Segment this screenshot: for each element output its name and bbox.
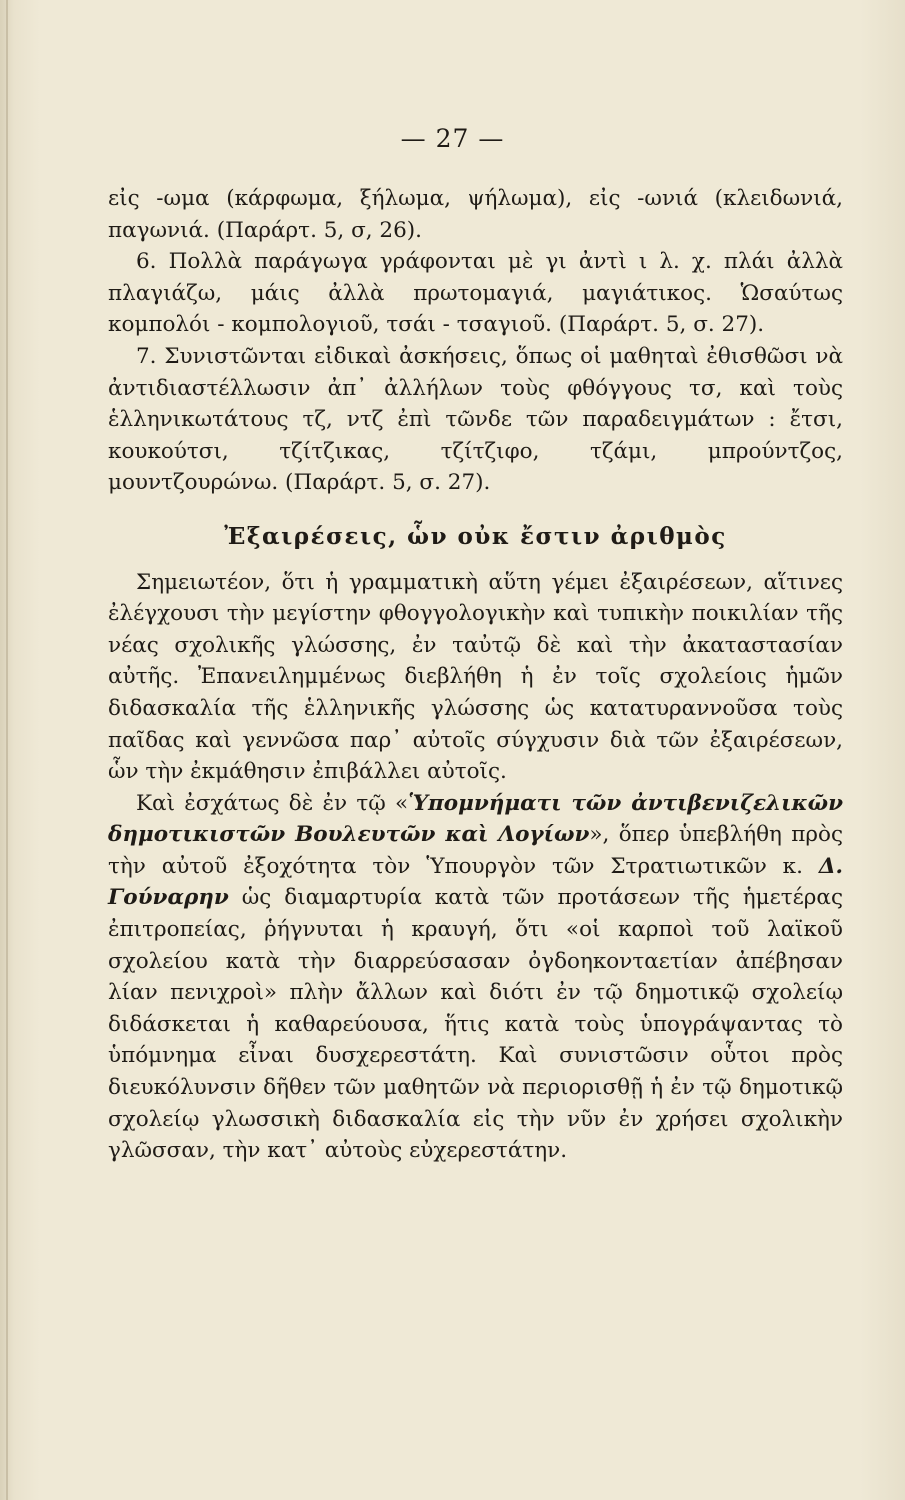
memo-text-3: ὡς διαμαρτυρία κατὰ τῶν προτάσεων τῆς ἡμετέρας ἐπιτροπείας, ῥήγνυται ἡ κραυγή, ὅτι «οἱ καρποὶ τοῦ λαϊκοῦ σχολείου κατὰ τὴν διαρρεύσασαν ὀγδοηκονταετίαν ἀπέβησαν λίαν πενιχροὶ» πλὴν ἄλλων καὶ διότι ἐν τῷ δημοτικῷ σχολείῳ διδάσκεται ἡ καθαρεύουσα, ἥτις κατὰ τοὺς ὑπογράψαντας τὸ ὑπόμνημα εἶναι δυσχερεστάτη. Καὶ συνιστῶσιν οὗτοι πρὸς διευκόλυνσιν δῆθεν τῶν μαθητῶν νὰ περιορισθῇ ἡ ἐν τῷ δημοτικῷ σχολείῳ γλωσσικὴ διδασκαλία εἰς τὴν νῦν ἐν χρήσει σχολικὴν γλῶσσαν, τὴν κατ᾿ αὐτοὺς εὐχερεστάτην.: [108, 885, 843, 1164]
page-number: — 27 —: [400, 124, 505, 153]
paragraph-rule-6: 6. Πολλὰ παράγωγα γράφονται μὲ γι ἀντὶ ι λ. χ. πλάι ἀλλὰ πλαγιάζω, μάις ἀλλὰ πρωτομαγιά, μαγιάτικος. Ὡσαύτως κομπολόι - κομπολογιοῦ, τσάι - τσαγιοῦ. (Παράρτ. 5, σ. 27).: [108, 249, 843, 338]
body-text: [108, 183, 843, 1167]
memo-text-1: Καὶ ἐσχάτως δὲ ἐν τῷ «: [136, 790, 409, 816]
section-heading: Ἐξαιρέσεις, ὧν οὐκ ἔστιν ἀριθμὸς: [224, 522, 727, 550]
minister-name: Δ. Γούναρην: [108, 853, 843, 911]
page-edge-shadow: [6, 0, 8, 1500]
paragraph-continuation: εἰς -ωμα (κάρφωμα, ξήλωμα, ψήλωμα), εἰς -ωνιά (κλειδωνιά, παγωνιά. (Παράρτ. 5, σ, 26).: [108, 186, 843, 243]
memo-title: Ὑπομνήματι τῶν ἀντιβενιζελικῶν δημοτικιστῶν Βουλευτῶν καὶ Λογίων: [108, 790, 843, 848]
paragraph-exceptions: Σημειωτέον, ὅτι ἡ γραμματικὴ αὕτη γέμει ἐξαιρέσεων, αἵτινες ἐλέγχουσι τὴν μεγίστην φθογγολογικὴν καὶ τυπικὴν ποικιλίαν τῆς νέας σχολικῆς γλώσσης, ἐν ταὐτῷ δὲ καὶ τὴν ἀκαταστασίαν αὐτῆς. Ἐπανειλημμένως διεβλήθη ἡ ἐν τοῖς σχολείοις ἡμῶν διδασκαλία τῆς ἑλληνικῆς γλώσσης ὡς κατατυραννοῦσα τοὺς παῖδας καὶ γεννῶσα παρ᾿ αὐτοῖς σύγχυσιν διὰ τῶν ἐξαιρέσεων, ὧν τὴν ἐκμάθησιν ἐπιβάλλει αὐτοῖς.: [108, 569, 843, 785]
memo-text-2: », ὅπερ ὑπεβλήθη πρὸς τὴν αὐτοῦ ἐξοχότητα τὸν Ὑπουργὸν τῶν Στρατιωτικῶν κ.: [108, 822, 843, 879]
paragraph-memorandum: [108, 788, 843, 1167]
paragraph-rule-7: 7. Συνιστῶνται εἰδικαὶ ἀσκήσεις, ὅπως οἱ μαθηταὶ ἐθισθῶσι νὰ ἀντιδιαστέλλωσιν ἀπ᾿ ἀλλήλων τοὺς φθόγγους τσ, καὶ τοὺς ἑλληνικωτάτους τζ, ντζ ἐπὶ τῶνδε τῶν παραδειγμάτων : ἔτσι, κουκούτσι, τζίτζικας, τζίτζιφο, τζάμι, μπρούντζος, μουντζουρώνω. (Παράρτ. 5, σ. 27).: [108, 343, 843, 496]
